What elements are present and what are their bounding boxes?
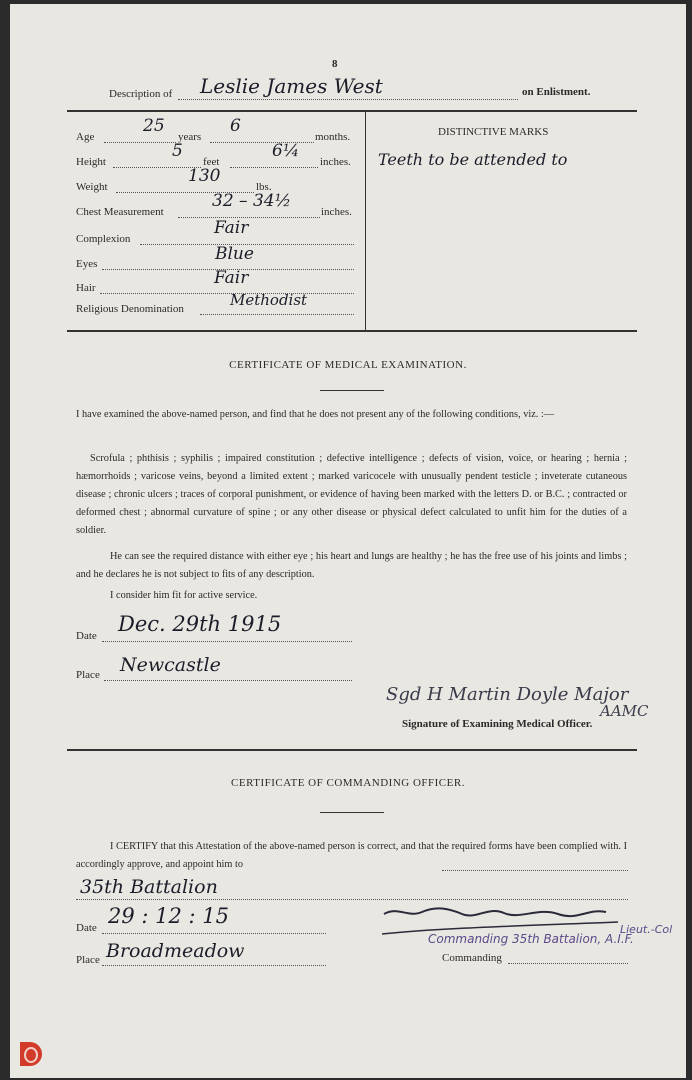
medical-bottom-rule (67, 749, 637, 751)
commanding-heading-underline (320, 812, 384, 813)
archive-seal-icon (20, 1042, 42, 1066)
commanding-date-value: 29 : 12 : 15 (108, 904, 230, 928)
age-label: Age (76, 131, 95, 143)
medical-place-dots (104, 680, 352, 681)
inches-label: inches. (320, 156, 351, 168)
unit-dots (76, 899, 628, 900)
commanding-place-dots (102, 965, 326, 966)
description-label: Description of (109, 88, 173, 100)
eyes-value: Blue (215, 244, 254, 264)
rank-stamp: Lieut.-Col (620, 923, 673, 936)
commanding-label: Commanding (442, 952, 502, 964)
height-inches-value: 6¼ (272, 141, 300, 161)
recruit-name: Leslie James West (200, 74, 383, 98)
medical-officer-corps: AAMC (600, 702, 649, 720)
weight-label: Weight (76, 181, 108, 193)
height-label: Height (76, 156, 106, 168)
medical-fitness-statement: He can see the required distance with either eye ; his heart and lungs are healthy ; he has the free use of his joints and limbs ; and he declares he is not subject to fits of any description. (76, 551, 627, 580)
medical-date-label: Date (76, 630, 97, 642)
hair-dots (100, 293, 354, 294)
complexion-label: Complexion (76, 233, 131, 245)
medical-officer-signature: Sgd H Martin Doyle Major (386, 684, 629, 705)
chest-value: 32 – 34½ (212, 191, 292, 211)
commanding-date-dots (102, 933, 326, 934)
attestation-page (10, 4, 686, 1078)
medical-heading-underline (320, 390, 384, 391)
commanding-date-label: Date (76, 922, 97, 934)
chest-inches-label: inches. (321, 206, 352, 218)
complexion-value: Fair (214, 218, 249, 238)
unit-value: 35th Battalion (80, 876, 218, 898)
distinctive-marks-value: Teeth to be attended to (378, 150, 568, 169)
distinctive-marks-heading: DISTINCTIVE MARKS (438, 126, 549, 138)
medical-heading: CERTIFICATE OF MEDICAL EXAMINATION. (229, 359, 467, 371)
medical-intro: I have examined the above-named person, and find that he does not present any of the following conditions, viz. :— (76, 409, 555, 420)
age-years-value: 25 (143, 116, 165, 136)
medical-conditions: Scrofula ; phthisis ; syphilis ; impaired constitution ; defective intelligence ; defects of vision, voice, or hearing ; hernia ; hæmorrhoids ; varicose veins, beyond a limited extent ; marked varicocele with unusually pendent testicle ; inveterate cutaneous disease ; chronic ulcers ; traces of corporal punishment, or evidence of having been marked with the letters D. or B.C. ; contracted or deformed chest ; abnormal curvature of spine ; or any other disease or physical defect calculated to unfit him for the duties of a soldier. (76, 453, 627, 536)
years-label: years (178, 131, 202, 143)
table-bottom-rule (67, 330, 637, 332)
commanding-dots (508, 963, 628, 964)
chest-dots (178, 217, 320, 218)
appoint-dots-1 (442, 870, 628, 871)
medical-signature-label: Signature of Examining Medical Officer. (402, 718, 593, 730)
commanding-place-value: Broadmeadow (106, 940, 245, 962)
religion-value: Methodist (230, 291, 308, 309)
description-dots (178, 99, 518, 100)
page-number: 8 (332, 58, 338, 70)
religion-dots (200, 314, 354, 315)
commanding-place-label: Place (76, 954, 100, 966)
commanding-stamp: Commanding 35th Battalion, A.I.F. (428, 932, 634, 946)
weight-value: 130 (188, 166, 221, 186)
top-rule (67, 110, 637, 112)
height-feet-value: 5 (172, 141, 183, 161)
eyes-label: Eyes (76, 258, 98, 270)
lbs-label: lbs. (256, 181, 272, 193)
feet-label: feet (203, 156, 220, 168)
height-inches-dots (230, 167, 318, 168)
chest-label: Chest Measurement (76, 206, 164, 218)
medical-date-dots (102, 641, 352, 642)
medical-active-service: I consider him fit for active service. (110, 590, 258, 601)
age-years-dots (104, 142, 176, 143)
hair-value: Fair (214, 268, 249, 288)
commanding-heading: CERTIFICATE OF COMMANDING OFFICER. (231, 777, 465, 789)
hair-label: Hair (76, 282, 96, 294)
on-enlistment-label: on Enlistment. (522, 86, 591, 98)
medical-place-value: Newcastle (120, 654, 221, 676)
medical-date-value: Dec. 29th 1915 (118, 612, 282, 636)
months-label: months. (315, 131, 351, 143)
medical-place-label: Place (76, 669, 100, 681)
column-divider (365, 112, 366, 330)
commanding-certify: I CERTIFY that this Attestation of the above-named person is correct, and that the required forms have been complied with. I accordingly approve, and appoint him to (76, 841, 627, 870)
religion-label: Religious Denomination (76, 303, 184, 315)
age-months-value: 6 (230, 116, 241, 136)
